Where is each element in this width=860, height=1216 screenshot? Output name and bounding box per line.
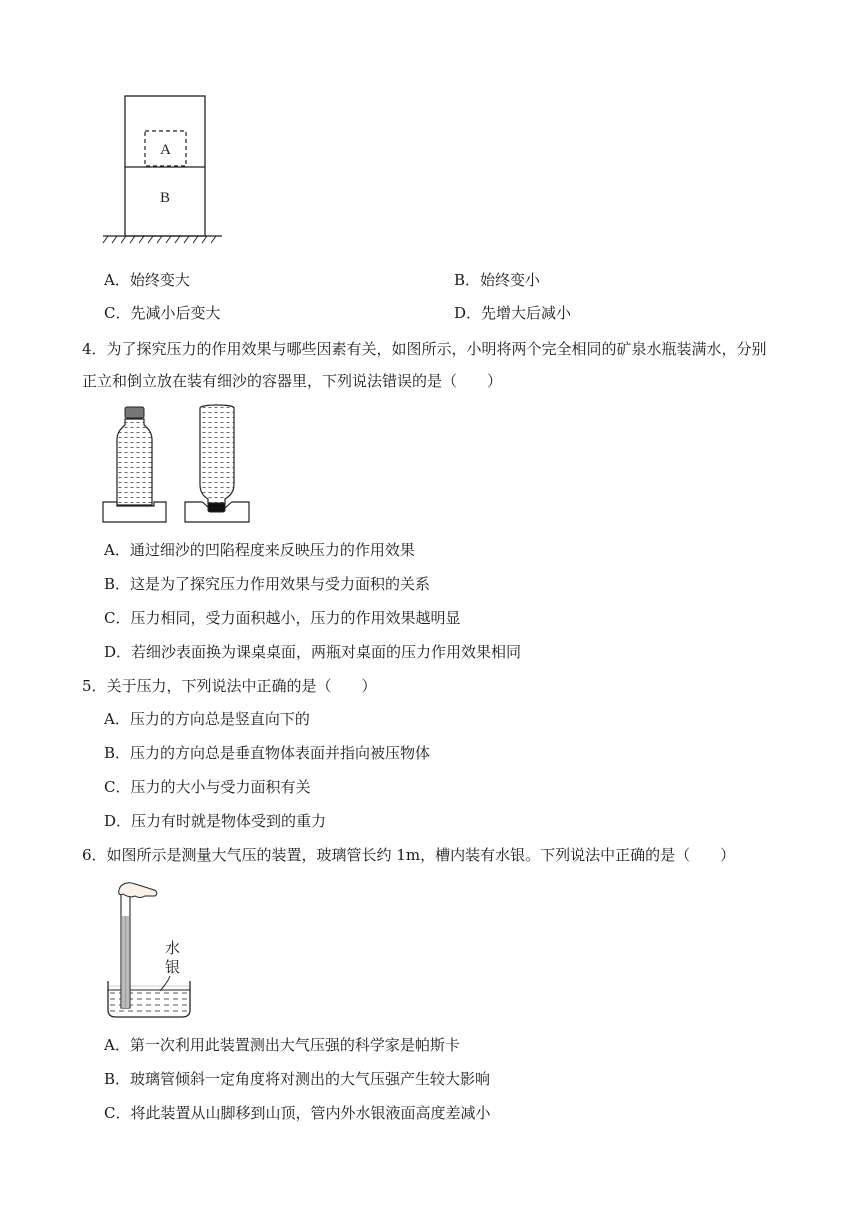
q4-stem-line1: 4．为了探究压力的作用效果与哪些因素有关，如图所示，小明将两个完全相同的矿泉水瓶装满水，分别 xyxy=(82,340,767,358)
q5-stem: 5．关于压力，下列说法中正确的是（ ） xyxy=(82,677,377,695)
q3-option-b: B．始终变小 xyxy=(454,271,541,289)
q3-option-a: A．始终变大 xyxy=(104,271,190,289)
inverted-bottle xyxy=(200,405,234,512)
q6-option-c: C．将此装置从山脚移到山顶，管内外水银液面高度差减小 xyxy=(104,1104,491,1122)
q4-option-c: C．压力相同，受力面积越小，压力的作用效果越明显 xyxy=(104,609,461,627)
q3-option-c: C．先减小后变大 xyxy=(104,304,221,322)
block-b-label: B xyxy=(159,190,171,206)
q3-blocks-figure xyxy=(100,90,230,250)
mercury-trough xyxy=(108,981,190,1017)
inverted-bottle-cap xyxy=(208,503,225,512)
upright-bottle xyxy=(117,407,152,505)
q4-option-b: B．这是为了探究压力作用效果与受力面积的关系 xyxy=(104,575,431,593)
hand-illustration xyxy=(119,883,157,898)
q6-option-a: A．第一次利用此装置测出大气压强的科学家是帕斯卡 xyxy=(104,1036,460,1054)
q4-bottles-figure xyxy=(100,400,260,528)
q3-option-d: D．先增大后减小 xyxy=(454,304,572,322)
q5-option-a: A．压力的方向总是竖直向下的 xyxy=(104,710,310,728)
mercury-label-char2: 银 xyxy=(165,958,181,976)
q4-option-a: A．通过细沙的凹陷程度来反映压力的作用效果 xyxy=(104,541,415,559)
q5-option-b: B．压力的方向总是垂直物体表面并指向被压物体 xyxy=(104,744,431,762)
ground-hatching xyxy=(103,236,216,243)
q6-stem: 6．如图所示是测量大气压的装置，玻璃管长约 1m，槽内装有水银。下列说法中正确的是（ ） xyxy=(82,846,736,864)
block-b-outline xyxy=(125,96,205,236)
block-a-label: A xyxy=(160,142,171,158)
q5-option-d: D．压力有时就是物体受到的重力 xyxy=(104,812,327,830)
upright-bottle-cap xyxy=(125,407,144,418)
q4-option-d: D．若细沙表面换为课桌桌面，两瓶对桌面的压力作用效果相同 xyxy=(104,643,522,661)
q4-stem-line2: 正立和倒立放在装有细沙的容器里，下列说法错误的是（ ） xyxy=(82,372,503,390)
q6-option-b: B．玻璃管倾斜一定角度将对测出的大气压强产生较大影响 xyxy=(104,1070,491,1088)
mercury-label-pointer xyxy=(160,976,170,991)
q6-barometer-figure xyxy=(100,876,200,1022)
glass-tube xyxy=(121,888,130,1008)
mercury-label-char1: 水 xyxy=(165,939,181,957)
q5-option-c: C．压力的大小与受力面积有关 xyxy=(104,778,311,796)
